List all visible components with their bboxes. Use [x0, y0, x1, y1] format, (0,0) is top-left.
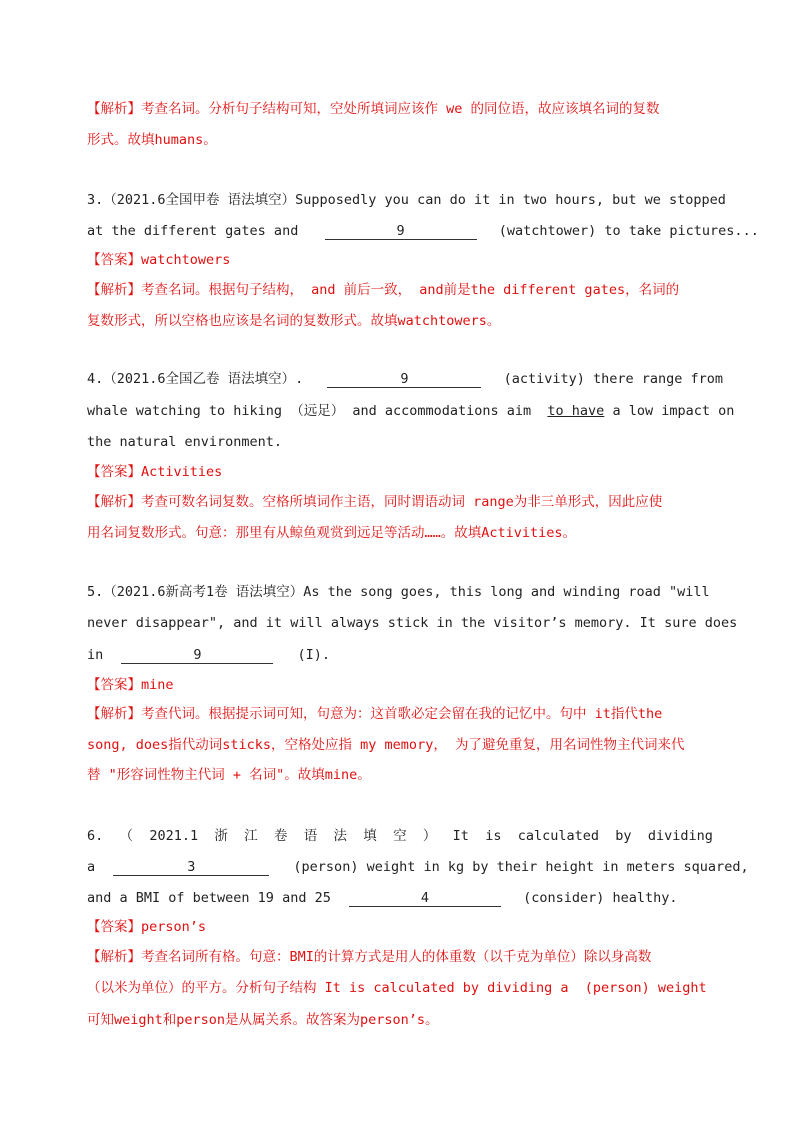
question-5-line: 5.（2021.6新高考1卷 语法填空）As the song goes, this long and winding road "will: [87, 584, 710, 600]
question-5-line: in 9 (I).: [87, 647, 331, 663]
analysis-line: 复数形式，所以空格也应该是名词的复数形式。故填watchtowers。: [87, 313, 501, 329]
analysis-line: 【解析】考查名词所有格。句意：BMI的计算方式是用人的体重数（以千克为单位）除以身高数: [87, 949, 652, 965]
analysis-line: 【解析】考查代词。根据提示词可知，句意为：这首歌必定会留在我的记忆中。句中 it指代the: [87, 706, 663, 722]
question-5-line: never disappear", and it will always stick in the visitor’s memory. It sure does: [87, 615, 738, 631]
analysis-line: 用名词复数形式。句意：那里有从鲸鱼观赏到远足等活动……。故填Activities。: [87, 525, 577, 541]
analysis-line: 【解析】考查名词。分析句子结构可知，空处所填词应该作 we 的同位语，故应该填名词的复数: [87, 101, 660, 117]
answer-blank: 4: [349, 890, 501, 907]
answer-line: 【答案】Activities: [87, 464, 223, 480]
analysis-line: 可知weight和person是从属关系。故答案为person’s。: [87, 1012, 439, 1028]
answer-blank: 9: [327, 371, 481, 388]
question-6-line: 6. （ 2021.1 浙 江 卷 语 法 填 空 ） It is calculated by dividing: [87, 828, 713, 844]
analysis-line: 【解析】考查名词。根据句子结构， and 前后一致， and前是the different gates，名词的: [87, 282, 680, 298]
question-3-line: at the different gates and 9 (watchtower) to take pictures...: [87, 223, 759, 239]
answer-blank: 3: [113, 859, 269, 876]
analysis-line: song, does指代动词sticks，空格处应指 my memory， 为了避免重复，用名词性物主代词来代: [87, 737, 685, 753]
question-4-line: 4.（2021.6全国乙卷 语法填空）. 9 (activity) there range from: [87, 371, 724, 387]
analysis-line: 替 "形容词性物主代词 + 名词"。故填mine。: [87, 767, 371, 783]
answer-line: 【答案】mine: [87, 677, 174, 693]
analysis-line: 形式。故填humans。: [87, 132, 217, 148]
question-3-line: 3.（2021.6全国甲卷 语法填空）Supposedly you can do it in two hours, but we stopped: [87, 192, 726, 208]
question-4-line: the natural environment.: [87, 434, 283, 450]
question-6-line: and a BMI of between 19 and 25 4 (consider) healthy.: [87, 890, 678, 906]
question-6-line: a 3 (person) weight in kg by their height in meters squared,: [87, 859, 749, 875]
answer-blank: 9: [325, 223, 477, 240]
analysis-line: （以米为单位）的平方。分析句子结构 It is calculated by dividing a (person) weight: [87, 980, 707, 996]
answer-blank: 9: [121, 647, 273, 664]
answer-line: 【答案】person’s: [87, 919, 207, 935]
underlined-phrase: to have: [547, 403, 605, 419]
analysis-line: 【解析】考查可数名词复数。空格所填词作主语，同时谓语动词 range为非三单形式，因此应使: [87, 494, 663, 510]
answer-line: 【答案】watchtowers: [87, 252, 231, 268]
question-4-line: whale watching to hiking （远足） and accommodations aim to have a low impact on: [87, 403, 735, 419]
